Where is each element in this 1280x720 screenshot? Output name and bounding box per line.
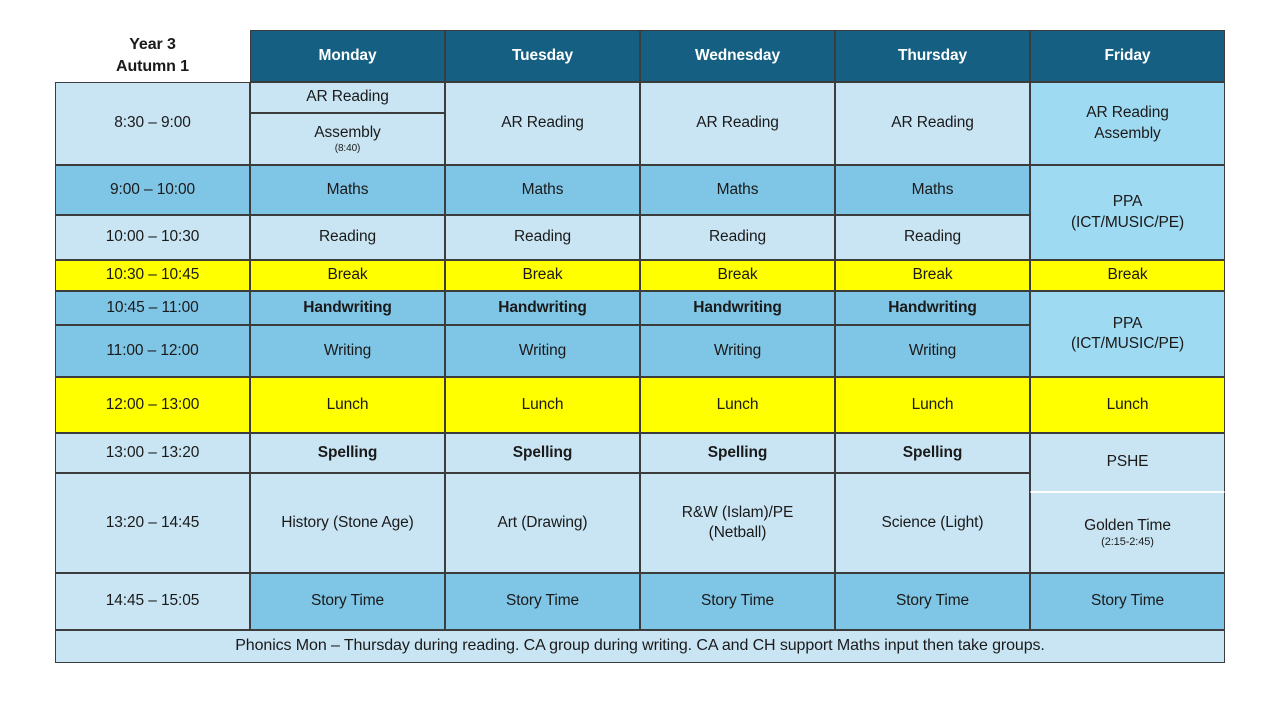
- cell-wed-story-time: Story Time: [640, 573, 835, 630]
- cell-mon-maths: Maths: [250, 165, 445, 215]
- time-1200-1300: 12:00 – 13:00: [55, 377, 250, 433]
- cell-tue-art: Art (Drawing): [445, 473, 640, 573]
- timetable-title-year: Year 3: [129, 36, 176, 54]
- cell-wed-ar-reading: AR Reading: [640, 82, 835, 165]
- cell-wed-lunch: Lunch: [640, 377, 835, 433]
- cell-thu-lunch: Lunch: [835, 377, 1030, 433]
- cell-fri-lunch: Lunch: [1030, 377, 1225, 433]
- ppa-detail: (ICT/MUSIC/PE): [1070, 335, 1185, 352]
- cell-tue-writing: Writing: [445, 325, 640, 377]
- header-friday: Friday: [1030, 30, 1225, 82]
- cell-wed-rw-pe: [640, 473, 835, 573]
- golden-time-label: Golden Time: [1084, 516, 1171, 534]
- time-1300-1320: 13:00 – 13:20: [55, 433, 250, 473]
- cell-mon-writing: Writing: [250, 325, 445, 377]
- header-wednesday: Wednesday: [640, 30, 835, 82]
- cell-thu-spelling: Spelling: [835, 433, 1030, 473]
- cell-thu-science: Science (Light): [835, 473, 1030, 573]
- time-1445-1505: 14:45 – 15:05: [55, 573, 250, 630]
- cell-mon-spelling: Spelling: [250, 433, 445, 473]
- assembly-time-note: (8:40): [334, 143, 361, 155]
- cell-tue-break: Break: [445, 260, 640, 291]
- cell-tue-lunch: Lunch: [445, 377, 640, 433]
- fri-assembly-label: Assembly: [1094, 124, 1161, 142]
- cell-fri-ar-reading-assembly: [1030, 82, 1225, 165]
- cell-mon-story-time: Story Time: [250, 573, 445, 630]
- cell-mon-history: History (Stone Age): [250, 473, 445, 573]
- time-1100-1200: 11:00 – 12:00: [55, 325, 250, 377]
- cell-thu-handwriting: Handwriting: [835, 291, 1030, 325]
- cell-thu-writing: Writing: [835, 325, 1030, 377]
- cell-mon-break: Break: [250, 260, 445, 291]
- timetable: [55, 30, 1225, 663]
- time-1320-1445: 13:20 – 14:45: [55, 473, 250, 573]
- cell-fri-story-time: Story Time: [1030, 573, 1225, 630]
- cell-mon-reading: Reading: [250, 215, 445, 260]
- time-1000-1030: 10:00 – 10:30: [55, 215, 250, 260]
- cell-fri-ppa-morning: [1030, 165, 1225, 260]
- cell-fri-pshe: PSHE: [1030, 433, 1225, 492]
- cell-tue-reading: Reading: [445, 215, 640, 260]
- ppa-label: PPA: [1112, 314, 1143, 332]
- cell-mon-lunch: Lunch: [250, 377, 445, 433]
- cell-fri-ppa-midday: [1030, 291, 1225, 377]
- cell-wed-break: Break: [640, 260, 835, 291]
- cell-thu-break: Break: [835, 260, 1030, 291]
- cell-wed-maths: Maths: [640, 165, 835, 215]
- cell-mon-handwriting: Handwriting: [250, 291, 445, 325]
- wed-rw-pe-line2: (Netball): [708, 524, 767, 541]
- header-tuesday: Tuesday: [445, 30, 640, 82]
- cell-wed-spelling: Spelling: [640, 433, 835, 473]
- timetable-title-term: Autumn 1: [116, 58, 189, 75]
- cell-fri-break: Break: [1030, 260, 1225, 291]
- footer-note: Phonics Mon – Thursday during reading. CA group during writing. CA and CH support Maths input then take groups.: [55, 630, 1225, 663]
- cell-thu-maths: Maths: [835, 165, 1030, 215]
- header-monday: Monday: [250, 30, 445, 82]
- time-0900-1000: 9:00 – 10:00: [55, 165, 250, 215]
- cell-thu-ar-reading: AR Reading: [835, 82, 1030, 165]
- golden-time-note: (2:15-2:45): [1101, 535, 1154, 548]
- ppa-label: PPA: [1112, 193, 1143, 211]
- header-thursday: Thursday: [835, 30, 1030, 82]
- wed-rw-pe-line1: R&W (Islam)/PE: [681, 503, 794, 521]
- timetable-title: [55, 30, 250, 82]
- cell-fri-golden-time: [1030, 492, 1225, 573]
- fri-ar-reading-label: AR Reading: [1086, 104, 1169, 122]
- time-0830-0900: 8:30 – 9:00: [55, 82, 250, 165]
- cell-tue-maths: Maths: [445, 165, 640, 215]
- cell-tue-spelling: Spelling: [445, 433, 640, 473]
- assembly-label: Assembly: [314, 123, 381, 141]
- cell-wed-writing: Writing: [640, 325, 835, 377]
- cell-mon-assembly: [250, 113, 445, 165]
- cell-tue-ar-reading: AR Reading: [445, 82, 640, 165]
- cell-tue-handwriting: Handwriting: [445, 291, 640, 325]
- cell-thu-story-time: Story Time: [835, 573, 1030, 630]
- time-1045-1100: 10:45 – 11:00: [55, 291, 250, 325]
- cell-wed-reading: Reading: [640, 215, 835, 260]
- cell-tue-story-time: Story Time: [445, 573, 640, 630]
- cell-thu-reading: Reading: [835, 215, 1030, 260]
- time-1030-1045: 10:30 – 10:45: [55, 260, 250, 291]
- ppa-detail: (ICT/MUSIC/PE): [1070, 213, 1185, 231]
- cell-mon-ar-reading: AR Reading: [250, 82, 445, 113]
- cell-wed-handwriting: Handwriting: [640, 291, 835, 325]
